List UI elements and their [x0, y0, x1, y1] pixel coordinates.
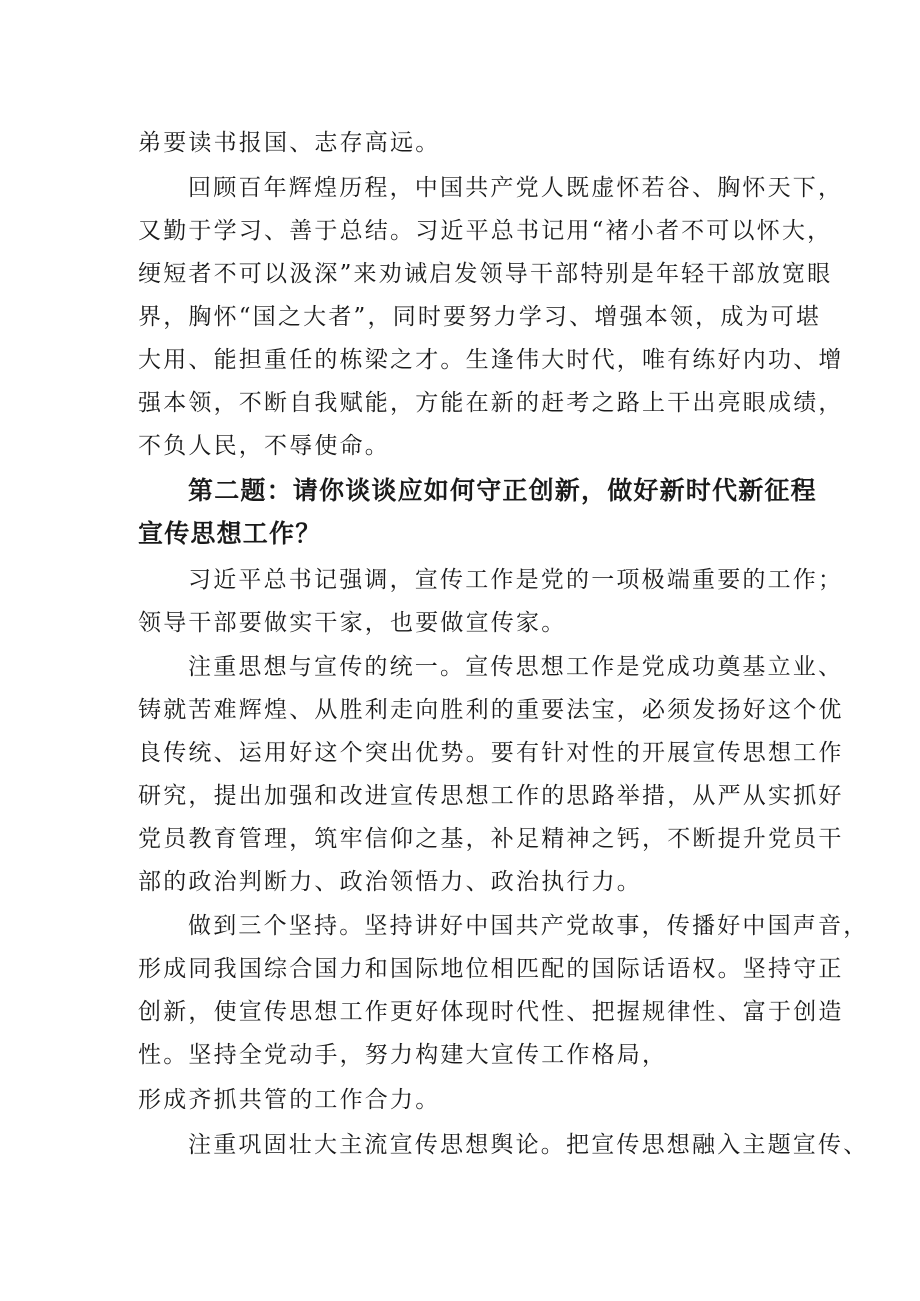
paragraph-line: 回顾百年辉煌历程，中国共产党人既虚怀若谷、胸怀天下， [188, 175, 844, 201]
paragraph-line: 绠短者不可以汲深”来劝诫启发领导干部特别是年轻干部放宽眼 [138, 261, 833, 287]
paragraph-line: 习近平总书记强调，宣传工作是党的一项极端重要的工作； [188, 567, 844, 593]
paragraph-line: 研究，提出加强和改进宣传思想工作的思路举措，从严从实抓好 [138, 783, 844, 809]
paragraph-line: 注重思想与宣传的统一。宣传思想工作是党成功奠基立业、 [188, 654, 844, 680]
question-heading-continued: 宣传思想工作？ [138, 519, 322, 548]
paragraph-line: 强本领，不断自我赋能，方能在新的赶考之路上干出亮眼成绩， [138, 390, 844, 416]
paragraph-line: 界，胸怀“国之大者”，同时要努力学习、增强本领，成为可堪 [138, 304, 822, 330]
paragraph-line: 大用、能担重任的栋梁之才。生逢伟大时代，唯有练好内功、增 [138, 347, 844, 373]
paragraph-line: 做到三个坚持。坚持讲好中国共产党故事，传播好中国声音， [188, 913, 869, 939]
paragraph-line: 铸就苦难辉煌、从胜利走向胜利的重要法宝，必须发扬好这个优 [138, 697, 844, 723]
paragraph-line: 形成同我国综合国力和国际地位相匹配的国际话语权。坚持守正 [138, 956, 844, 982]
paragraph-line: 性。坚持全党动手，努力构建大宣传工作格局， [138, 1042, 668, 1068]
paragraph-line: 形成齐抓共管的工作合力。 [138, 1087, 441, 1113]
paragraph-line: 创新，使宣传思想工作更好体现时代性、把握规律性、富于创造 [138, 999, 844, 1025]
paragraph-line: 弟要读书报国、志存高远。 [138, 130, 441, 156]
paragraph-line: 良传统、运用好这个突出优势。要有针对性的开展宣传思想工作 [138, 740, 844, 766]
question-heading: 第二题：请你谈谈应如何守正创新，做好新时代新征程 [188, 476, 817, 505]
paragraph-line: 部的政治判断力、政治领悟力、政治执行力。 [138, 869, 642, 895]
paragraph-line: 注重巩固壮大主流宣传思想舆论。把宣传思想融入主题宣传、 [188, 1132, 869, 1158]
paragraph-line: 又勤于学习、善于总结。习近平总书记用“褚小者不可以怀大， [138, 218, 833, 244]
paragraph-line: 领导干部要做实干家，也要做宣传家。 [138, 610, 567, 636]
paragraph-line: 不负人民，不辱使命。 [138, 433, 390, 459]
paragraph-line: 党员教育管理，筑牢信仰之基，补足精神之钙，不断提升党员干 [138, 826, 844, 852]
